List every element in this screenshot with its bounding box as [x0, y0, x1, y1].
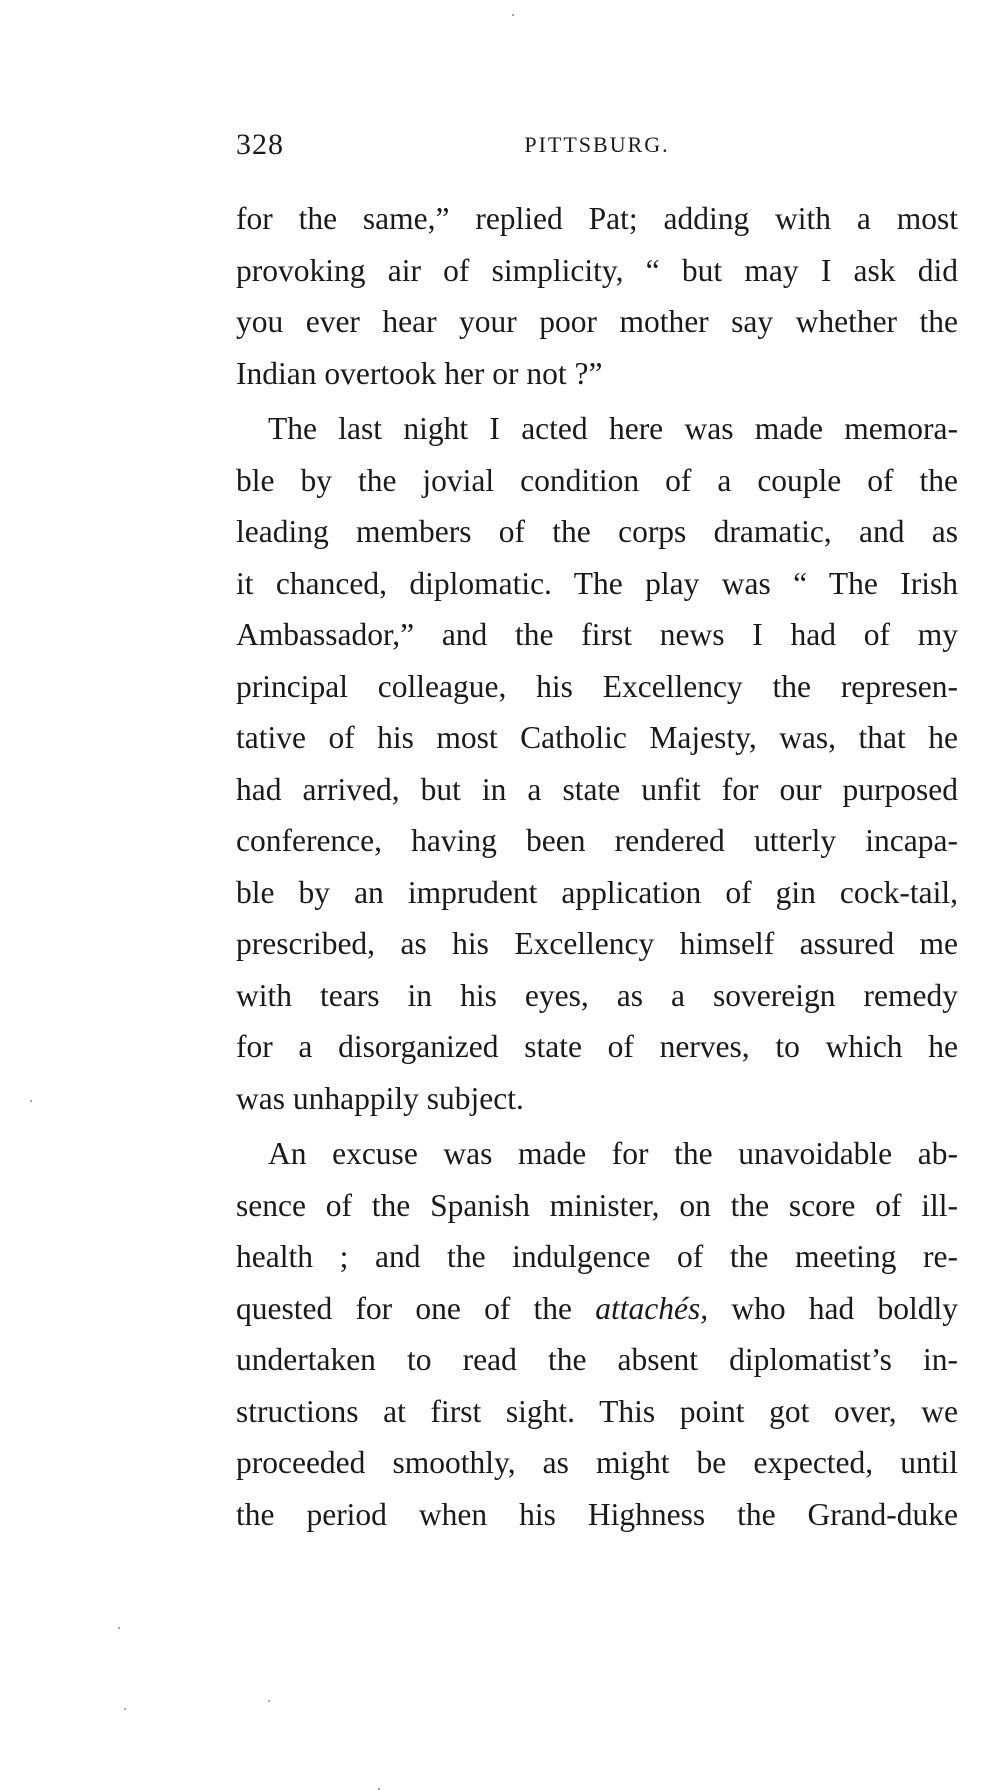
text-line: it chanced, diplomatic. The play was “ The Irish [236, 565, 958, 601]
paper-speck [30, 1100, 32, 1102]
text-line: sence of the Spanish minister, on the score of ill- [236, 1187, 958, 1223]
text-line: for a disorganized state of nerves, to which he [236, 1029, 958, 1064]
text-line: prescribed, as his Excellency himself assured me [236, 926, 958, 961]
paragraph-2 [236, 403, 958, 1124]
paper-speck [118, 1627, 120, 1629]
text-segment: who had boldly [731, 1290, 958, 1326]
text-line: tative of his most Catholic Majesty, was, that he [236, 720, 958, 755]
text-body [236, 193, 958, 1540]
text-line: health ; and the indulgence of the meeting re- [236, 1239, 958, 1274]
italic-word: attachés, [595, 1290, 709, 1326]
paper-speck [124, 1708, 126, 1710]
text-line: conference, having been rendered utterly incapa- [236, 823, 958, 858]
paper-speck [268, 1700, 270, 1702]
paper-speck [512, 14, 514, 16]
text-line: provoking air of simplicity, “ but may I ask did [236, 252, 958, 288]
text-line: structions at first sight. This point got over, we [236, 1393, 958, 1429]
text-line: had arrived, but in a state unfit for our purposed [236, 771, 958, 807]
text-line: the period when his Highness the Grand-duke [236, 1496, 958, 1532]
paragraph-1 [236, 193, 958, 399]
text-line: for the same,” replied Pat; adding with a most [236, 201, 958, 236]
running-title: PITTSBURG. [524, 132, 670, 157]
text-segment: quested for one of the [236, 1290, 573, 1326]
paragraph-3 [236, 1128, 958, 1540]
page-number: 328 [236, 128, 284, 161]
text-line: Ambassador,” and the first news I had of my [236, 617, 958, 652]
text-line [236, 1283, 958, 1335]
text-line: proceeded smoothly, as might be expected, until [236, 1445, 958, 1480]
text-line: you ever hear your poor mother say whether the [236, 304, 958, 339]
text-line: leading members of the corps dramatic, and as [236, 514, 958, 549]
text-line: was unhappily subject. [236, 1080, 524, 1116]
running-head [236, 128, 958, 168]
text-line: ble by an imprudent application of gin cock-tail, [236, 874, 958, 910]
text-line: ble by the jovial condition of a couple of the [236, 462, 958, 498]
text-line: The last night I acted here was made memora- [268, 411, 958, 446]
text-line: with tears in his eyes, as a sovereign remedy [236, 977, 958, 1013]
text-line: Indian overtook her or not ?” [236, 355, 603, 391]
text-line: An excuse was made for the unavoidable ab- [268, 1136, 958, 1171]
text-line: undertaken to read the absent diplomatist’s in- [236, 1342, 958, 1377]
text-line: principal colleague, his Excellency the represen- [236, 668, 958, 704]
